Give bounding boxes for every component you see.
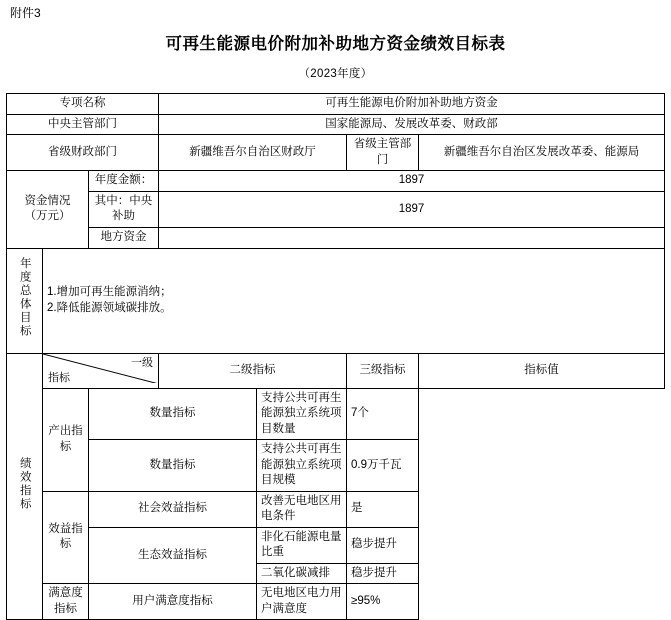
table-row — [7, 191, 665, 227]
page-title: 可再生能源电价附加补助地方资金绩效目标表 — [165, 35, 506, 54]
level1-header-top: 一级 — [131, 356, 154, 369]
province-dept-label: 省级主管部门 — [347, 135, 419, 171]
funding-central-value: 1897 — [159, 191, 665, 227]
level1-header-bottom: 指标 — [48, 371, 70, 384]
project-name-value: 可再生能源电价附加补助地方资金 — [159, 94, 665, 115]
funding-label — [7, 171, 89, 248]
table-row — [7, 527, 665, 563]
central-dept-label: 中央主管部门 — [7, 114, 159, 135]
level3-label: 改善无电地区用电条件 — [257, 491, 347, 527]
indicator-value: ≥95% — [347, 584, 419, 620]
level3-header: 三级指标 — [347, 353, 419, 388]
value-header: 指标值 — [419, 353, 665, 388]
page-subtitle: （2023年度） — [298, 68, 373, 81]
annual-goal-label: 年度总体目标 — [7, 248, 43, 353]
level1-header — [43, 353, 159, 388]
level1-output-label: 产出指标 — [43, 388, 89, 491]
performance-target-table — [6, 93, 665, 620]
table-row — [7, 388, 665, 440]
attachment-number: 附件3 — [10, 6, 41, 20]
level1-benefit-label: 效益指标 — [43, 491, 89, 584]
project-name-label: 专项名称 — [7, 94, 159, 115]
table-row — [7, 440, 665, 492]
level3-label: 支持公共可再生能源独立系统项目数量 — [257, 388, 347, 440]
level2-label: 用户满意度指标 — [89, 584, 257, 620]
funding-label-line2: （万元） — [24, 210, 71, 223]
table-row — [7, 353, 665, 388]
table-row — [7, 228, 665, 249]
funding-central-label: 其中：中央补助 — [89, 191, 159, 227]
table-row — [7, 114, 665, 135]
table-row — [7, 171, 665, 192]
funding-local-value — [159, 228, 665, 249]
performance-label: 绩效指标 — [7, 353, 43, 620]
table-row — [7, 584, 665, 620]
annual-goal-line1: 1.增加可再生能源消纳； — [47, 286, 172, 298]
funding-local-label: 地方资金 — [89, 228, 159, 249]
level2-header: 二级指标 — [159, 353, 347, 388]
level3-label: 二氧化碳减排 — [257, 563, 347, 584]
table-row — [7, 248, 665, 353]
table-row — [7, 135, 665, 171]
funding-annual-label: 年度金额： — [89, 171, 159, 192]
indicator-value: 是 — [347, 491, 419, 527]
indicator-value: 7个 — [347, 388, 419, 440]
level3-label: 非化石能源电量比重 — [257, 527, 347, 563]
province-finance-value: 新疆维吾尔自治区财政厅 — [159, 135, 347, 171]
funding-annual-value: 1897 — [159, 171, 665, 192]
annual-goal-line2: 2.降低能源领域碳排放。 — [47, 301, 172, 314]
annual-goal-text — [43, 248, 665, 353]
level2-label: 社会效益指标 — [89, 491, 257, 527]
central-dept-value: 国家能源局、发展改革委、财政部 — [159, 114, 665, 135]
level2-label: 数量指标 — [89, 388, 257, 440]
indicator-value: 稳步提升 — [347, 563, 419, 584]
indicator-value: 稳步提升 — [347, 527, 419, 563]
province-dept-value: 新疆维吾尔自治区发展改革委、能源局 — [419, 135, 665, 171]
level1-satisfaction-label: 满意度指标 — [43, 584, 89, 620]
funding-label-line1: 资金情况 — [24, 194, 71, 207]
table-row — [7, 491, 665, 527]
level3-label: 支持公共可再生能源独立系统项目规模 — [257, 440, 347, 492]
province-finance-label: 省级财政部门 — [7, 135, 159, 171]
indicator-value: 0.9万千瓦 — [347, 440, 419, 492]
level2-label: 数量指标 — [89, 440, 257, 492]
table-row — [7, 94, 665, 115]
level3-label: 无电地区电力用户满意度 — [257, 584, 347, 620]
level2-label: 生态效益指标 — [89, 527, 257, 584]
